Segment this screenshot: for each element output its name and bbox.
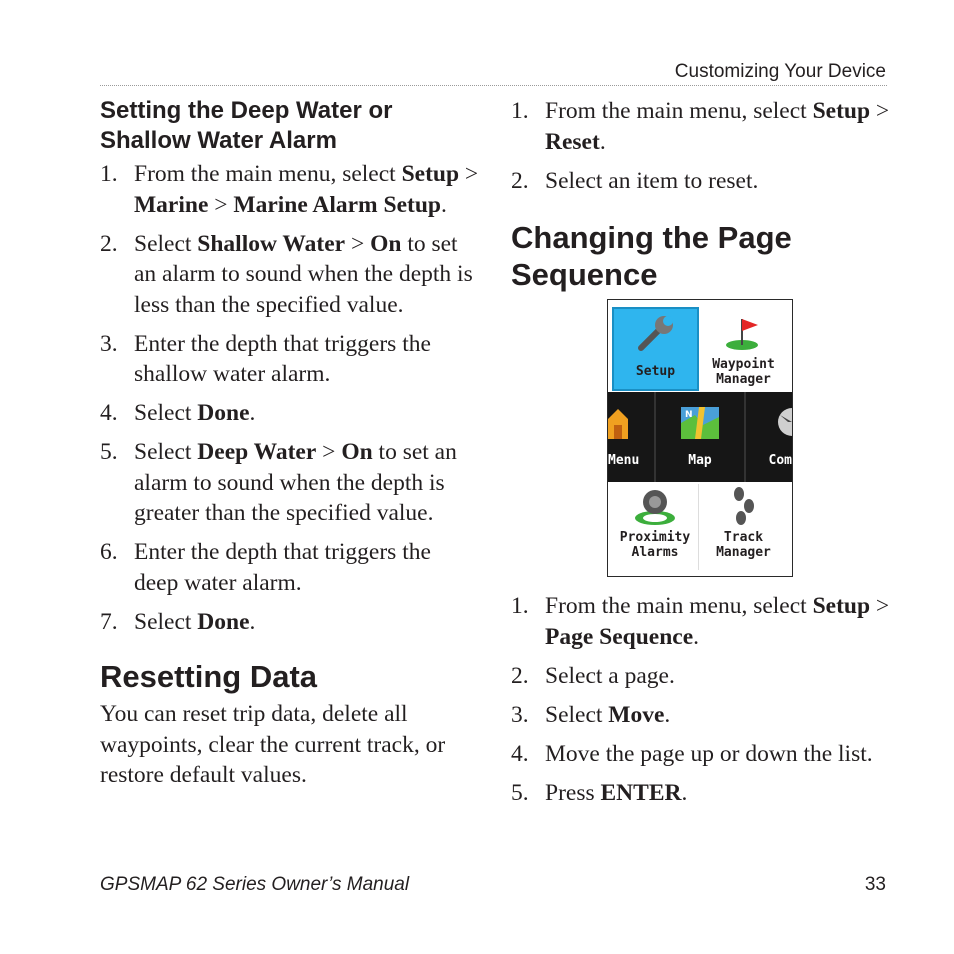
- step-emphasis: Setup: [812, 98, 871, 124]
- flag-icon: [724, 315, 764, 351]
- step-text: .: [599, 128, 606, 155]
- step-number: 4.: [100, 400, 118, 426]
- step-emphasis: Marine Alarm Setup: [233, 191, 441, 218]
- section-heading-page-sequence: Changing the Page Sequence: [511, 220, 792, 292]
- step-item: [511, 778, 891, 809]
- menu-tile: Menu: [608, 392, 654, 482]
- page-sequence-steps: [511, 591, 891, 808]
- footer-manual-title: GPSMAP 62 Series Owner’s Manual: [100, 874, 410, 895]
- section-heading-water-alarm: Setting the Deep Water or Shallow Water Alarm: [100, 97, 393, 154]
- step-text: >: [870, 593, 890, 619]
- step-emphasis: Move: [608, 701, 665, 728]
- step-emphasis: Shallow Water: [197, 230, 346, 257]
- step-emphasis: Done: [197, 608, 250, 635]
- step-number: 2.: [511, 167, 529, 194]
- step-text: .: [664, 701, 671, 728]
- step-text: .: [249, 400, 256, 426]
- step-number: 2.: [100, 230, 118, 257]
- map-tile: N Map: [654, 392, 746, 482]
- step-emphasis: On: [370, 230, 402, 257]
- step-number: 6.: [100, 539, 118, 565]
- step-item: [511, 739, 891, 770]
- step-item: [100, 329, 480, 390]
- step-emphasis: Page Sequence: [545, 623, 694, 650]
- footprints-icon: [729, 486, 759, 526]
- header-divider: [100, 85, 887, 86]
- step-text: to set an alarm to sound when the depth is less than the specified value.: [134, 230, 473, 318]
- step-number: 1.: [511, 98, 529, 124]
- step-text: .: [681, 779, 688, 806]
- resetting-data-paragraph: You can reset trip data, delete all waypoints, clear the current track, or restore default values.: [100, 701, 446, 788]
- step-text: From the main menu, select: [545, 98, 813, 124]
- step-item: [511, 661, 891, 692]
- track-manager-tile: Track Manager: [699, 484, 788, 570]
- step-item: [511, 700, 891, 731]
- step-text: Press: [545, 779, 601, 806]
- step-emphasis: Reset: [545, 128, 600, 155]
- proximity-alarm-icon: [633, 486, 677, 526]
- compass-tile-partial: Com: [746, 392, 792, 482]
- step-number: 2.: [511, 662, 529, 689]
- step-text: Select: [134, 230, 198, 257]
- step-text: .: [693, 623, 700, 650]
- step-number: 3.: [100, 330, 118, 357]
- step-text: .: [249, 608, 256, 635]
- page-number: 33: [864, 874, 886, 895]
- step-number: 1.: [100, 161, 118, 187]
- device-main-menu-screenshot: [607, 299, 793, 577]
- step-number: 1.: [511, 593, 529, 619]
- step-number: 7.: [100, 608, 118, 635]
- step-text: Move the page up or down the list.: [545, 740, 873, 767]
- setup-tile: Setup: [612, 307, 699, 391]
- step-text: to set an alarm to sound when the depth is greater than the specified value.: [134, 439, 457, 526]
- left-column: [100, 96, 480, 791]
- step-text: Select an item to reset.: [545, 167, 759, 194]
- step-text: >: [459, 161, 479, 187]
- compass-icon: [766, 405, 792, 439]
- home-icon: [608, 405, 628, 439]
- waypoint-manager-tile: Waypoint Manager: [699, 307, 788, 391]
- section-heading-resetting-data: Resetting Data: [100, 659, 318, 694]
- step-emphasis: Marine: [134, 191, 209, 218]
- step-text: >: [345, 230, 371, 257]
- step-item: [511, 591, 891, 652]
- step-text: Select: [545, 701, 609, 728]
- proximity-alarms-tile: Proximity Alarms: [612, 484, 699, 570]
- step-text: From the main menu, select: [134, 161, 402, 187]
- step-text: .: [440, 191, 447, 218]
- step-text: Enter the depth that triggers the shallow water alarm.: [134, 330, 431, 387]
- step-text: >: [208, 191, 234, 218]
- step-emphasis: On: [341, 439, 373, 465]
- wrench-icon: [633, 312, 679, 352]
- right-column: [511, 96, 891, 817]
- map-icon: [679, 405, 721, 441]
- step-text: From the main menu, select: [545, 593, 813, 619]
- step-number: 3.: [511, 701, 529, 728]
- step-text: Enter the depth that triggers the deep water alarm.: [134, 539, 431, 596]
- step-number: 5.: [100, 439, 118, 465]
- step-text: Select: [134, 400, 198, 426]
- running-header: Customizing Your Device: [674, 61, 886, 82]
- step-item: [100, 607, 480, 638]
- reset-steps: [511, 96, 891, 196]
- step-emphasis: Setup: [401, 161, 460, 187]
- step-emphasis: Deep Water: [197, 439, 317, 465]
- step-text: >: [870, 98, 890, 124]
- step-item: [511, 166, 891, 197]
- step-item: [511, 96, 891, 157]
- step-text: >: [316, 439, 342, 465]
- step-item: [100, 398, 480, 429]
- step-number: 5.: [511, 779, 529, 806]
- step-number: 4.: [511, 740, 529, 767]
- step-item: [100, 229, 480, 321]
- step-text: Select: [134, 439, 198, 465]
- water-alarm-steps: [100, 159, 480, 637]
- step-text: Select: [134, 608, 198, 635]
- step-emphasis: Done: [197, 400, 250, 426]
- step-item: [100, 537, 480, 598]
- step-item: [100, 437, 480, 529]
- step-emphasis: Setup: [812, 593, 871, 619]
- step-item: [100, 159, 480, 220]
- svg-text:N: N: [685, 410, 693, 420]
- step-text: Select a page.: [545, 662, 675, 689]
- step-emphasis: ENTER: [600, 779, 682, 806]
